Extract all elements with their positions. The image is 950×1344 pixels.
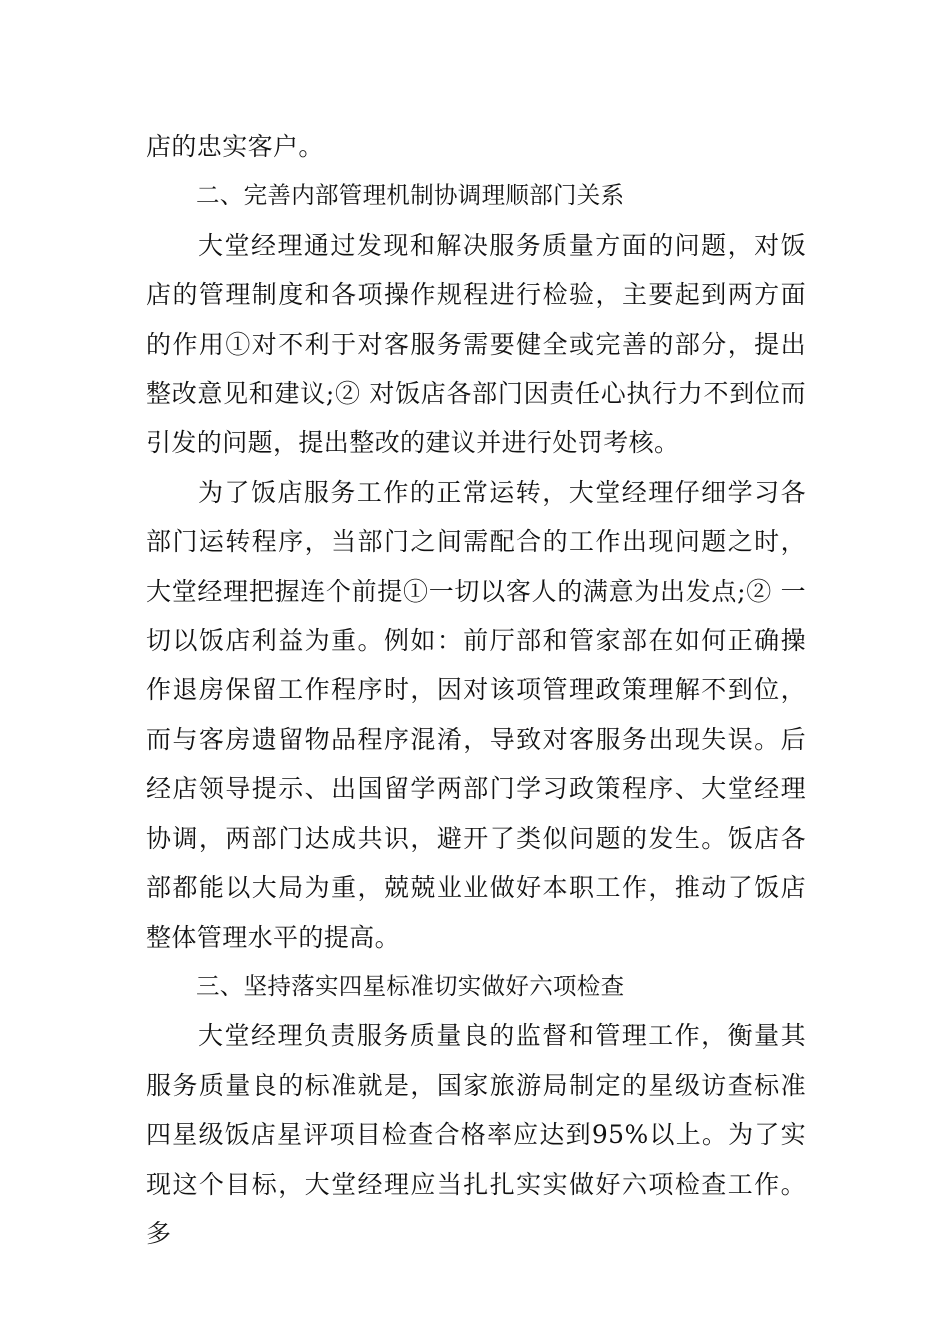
section-heading-two: 二、完善内部管理机制协调理顺部门关系 (196, 181, 625, 210)
paragraph-four-star-standard: 大堂经理负责服务质量良的监督和管理工作，衡量其服务质量良的标准就是，国家旅游局制定的星级访查标准四星级饭店星评项目检查合格率应达到95%以上。为了实现这个目标，大堂经理应当扎扎实实做好六项检查工作。多 (146, 1021, 806, 1248)
paragraph-department-coordination: 为了饭店服务工作的正常运转，大堂经理仔细学习各部门运转程序，当部门之间需配合的工作出现问题之时，大堂经理把握连个前提①一切以客人的满意为出发点;② 一切以饭店利益为重。例如：前厅部和管家部在如何正确操作退房保留工作程序时，因对该项管理政策理解不到位，而与客房遗留物品程序混淆，导致对客服务出现失误。后经店领导提示、出国留学两部门学习政策程序、大堂经理协调，两部门达成共识，避开了类似问题的发生。饭店各部都能以大局为重，兢兢业业做好本职工作，推动了饭店整体管理水平的提高。 (146, 477, 806, 952)
section-heading-three: 三、坚持落实四星标准切实做好六项检查 (196, 971, 625, 1000)
paragraph-continuation: 店的忠实客户。 (146, 132, 324, 161)
document-body (146, 122, 806, 1258)
paragraph-quality-inspection: 大堂经理通过发现和解决服务质量方面的问题，对饭店的管理制度和各项操作规程进行检验，主要起到两方面的作用①对不利于对客服务需要健全或完善的部分，提出整改意见和建议;② 对饭店各部门因责任心执行力不到位而引发的问题，提出整改的建议并进行处罚考核。 (146, 230, 806, 458)
